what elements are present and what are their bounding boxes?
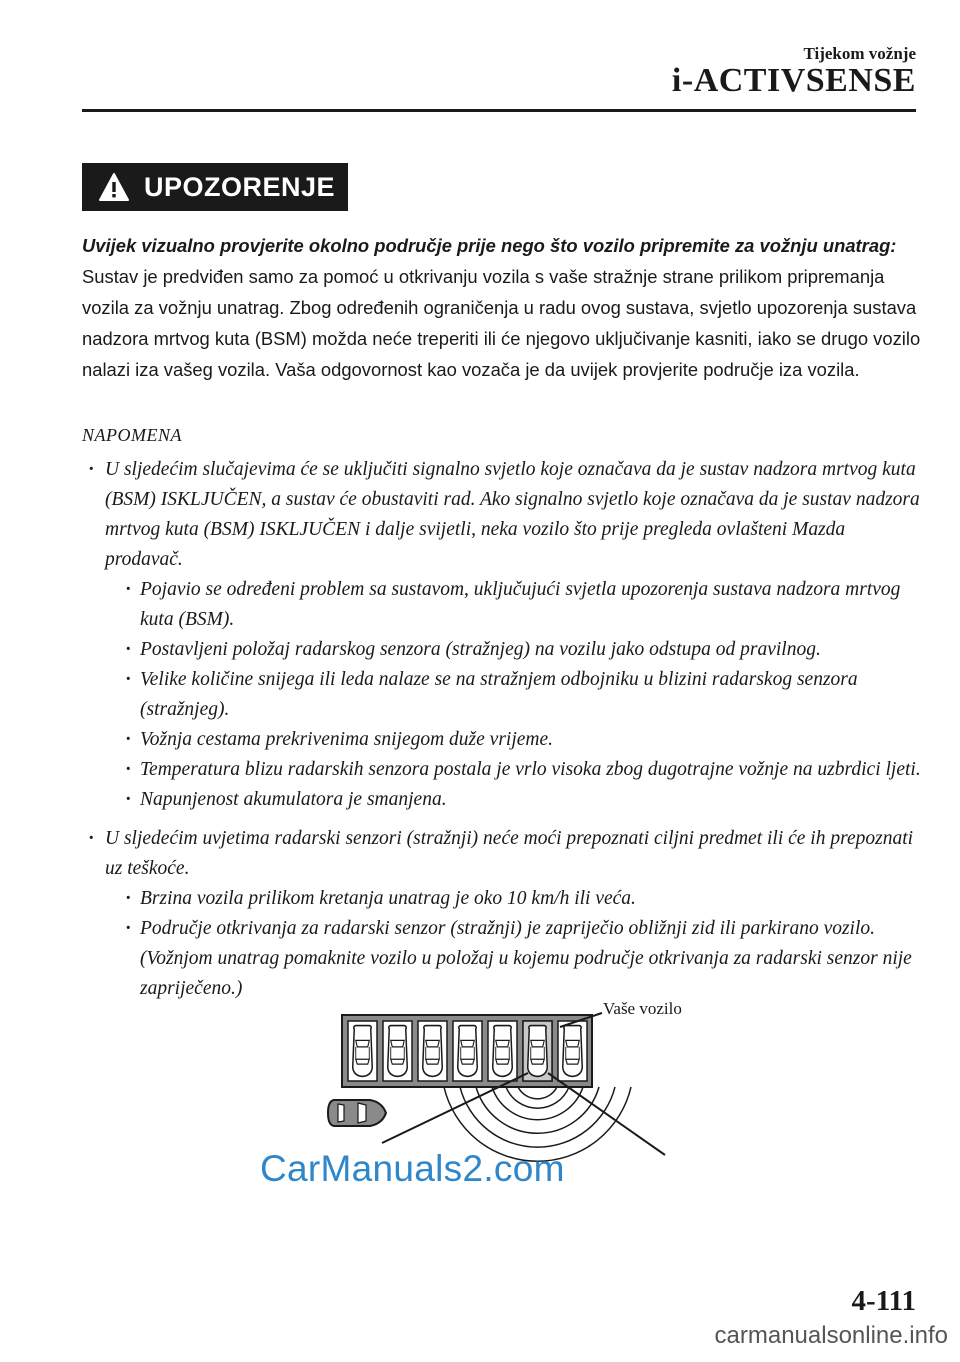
list-item: · Temperatura blizu radarskih senzora postala je vrlo visoka zbog dugotrajne vožnje na uzbrdici ljeti. [123, 755, 922, 785]
warning-title: UPOZORENJE [144, 171, 336, 202]
approaching-car [328, 1100, 386, 1126]
chapter-title: i-ACTIVSENSE [671, 62, 916, 99]
list-item: · Pojavio se određeni problem sa sustavom, uključujući svjetla upozorenja sustava nadzora mrtvog kuta (BSM). [123, 575, 922, 635]
warning-text [82, 230, 922, 385]
watermark: CarManuals2.com [260, 1148, 565, 1189]
list-item [82, 824, 922, 1004]
list-item: · Vožnja cestama prekrivenima snijegom duže vrijeme. [123, 725, 922, 755]
note-title: NAPOMENA [82, 425, 182, 445]
warning-triangle-icon [98, 172, 130, 202]
note-list [82, 455, 922, 1013]
note-item-text: U sljedećim uvjetima radarski senzori (stražnji) neće moći prepoznati ciljni predmet ili će ih prepoznati uz teškoće. [105, 828, 914, 879]
list-item: · Brzina vozila prilikom kretanja unatrag je oko 10 km/h ili veća. [123, 884, 922, 914]
list-item: · Napunjenost akumulatora je smanjena. [123, 785, 922, 815]
note-item-text: U sljedećim slučajevima će se uključiti signalno svjetlo koje označava da je sustav nadzora mrtvog kuta (BSM) ISKLJUČEN, a sustav će obustaviti rad. Ako signalno svjetlo koje označava da je sustav nadzora mrtvog kuta (BSM) ISKLJUČEN i dalje svijetli, neka vozilo što prije pregleda ovlašteni Mazda prodavač. [105, 459, 920, 570]
list-item: · Velike količine snijega ili leda nalaze se na stražnjem odbojniku u blizini radarskog senzora (stražnjeg). [123, 665, 922, 725]
figure-label-your-vehicle: Vaše vozilo [603, 999, 682, 1018]
warning-lead: Uvijek vizualno provjerite okolno područje prije nego što vozilo pripremite za vožnju unatrag: [82, 235, 897, 256]
warning-banner [82, 163, 348, 211]
footer-url: carmanualsonline.info [714, 1322, 948, 1349]
list-item [82, 455, 922, 815]
list-item: · Postavljeni položaj radarskog senzora (stražnjeg) na vozilu jako odstupa od pravilnog. [123, 635, 922, 665]
header-divider [82, 109, 916, 112]
parking-radar-illustration [320, 995, 700, 1167]
warning-body: Sustav je predviđen samo za pomoć u otkrivanju vozila s vaše stražnje strane prilikom pripremanja vozila za vožnju unatrag. Zbog određenih ograničenja u radu ovog sustava, svjetlo upozorenja sustava nadzora mrtvog kuta (BSM) možda neće treperiti ili će njegovo uključivanje kasniti, iako se drugo vozilo nalazi iza vašeg vozila. Vaša odgovornost kao vozača je da uvijek provjerite područje iza vozila. [82, 266, 921, 380]
list-item: · Područje otkrivanja za radarski senzor (stražnji) je zapriječio obližnji zid ili parkirano vozilo. (Vožnjom unatrag pomaknite vozilo u položaj u kojemu područje otkrivanja za radarski senzor nije zapriječeno.) [123, 914, 922, 1004]
own-vehicle [523, 1021, 552, 1081]
page-number: 4-111 [851, 1285, 916, 1317]
section-title: Tijekom vožnje [803, 44, 916, 63]
